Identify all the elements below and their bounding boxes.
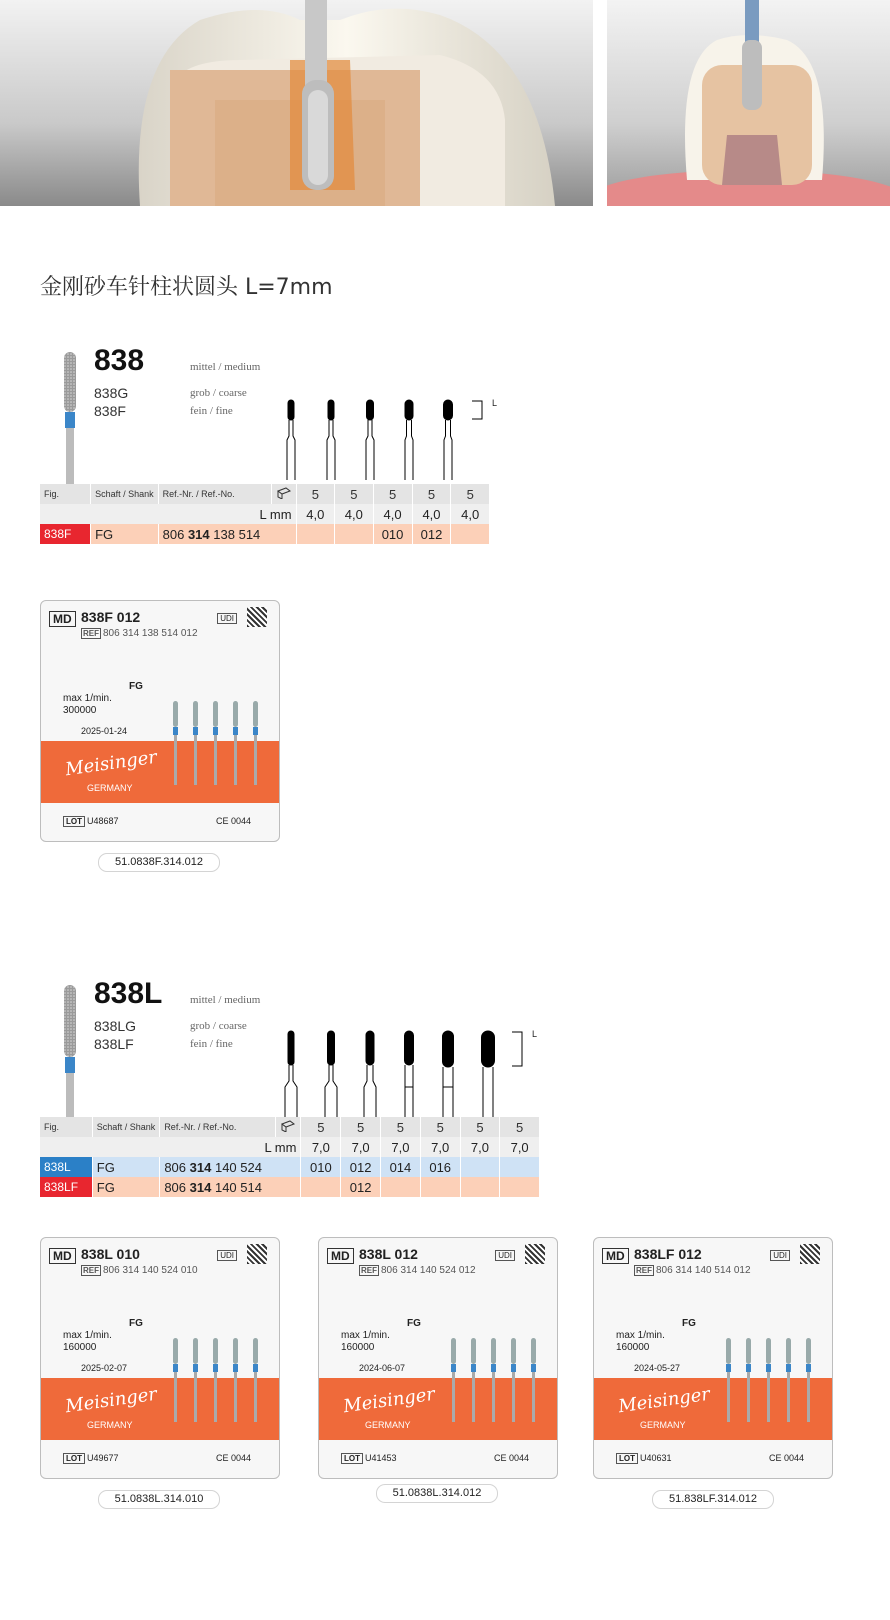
lot-number: LOT U48687 [63,816,119,826]
pack-qty: 5 [460,1117,500,1137]
variant-grade: fein / fine [190,1038,233,1050]
length-value: 7,0 [500,1137,540,1157]
size-cell [335,524,374,544]
lot-number: LOT U49677 [63,1453,119,1463]
row-ref: 806 314 140 524 [160,1157,301,1177]
package-code: 838F 012 [81,609,141,625]
length-label: L mm [40,504,296,524]
manufacture-date: 2025-02-07 [81,1363,128,1373]
ce-mark: CE 0044 [493,1453,529,1463]
length-value: 4,0 [296,504,335,524]
size-cell [301,1177,341,1197]
max-speed: max 1/min. 160000 [616,1330,665,1353]
article-number-caption: 51.0838F.314.012 [98,853,220,872]
article-number-caption: 51.0838L.314.012 [376,1484,498,1503]
table-row [40,1177,540,1197]
row-shank: FG [92,1157,160,1177]
pack-qty: 5 [341,1117,381,1137]
brand-country: GERMANY [640,1420,686,1430]
brand-logo: Meisinger [341,1383,437,1418]
udi-badge: UDI [217,1250,237,1261]
length-marker: L [532,1029,538,1039]
pack-qty: 5 [500,1117,540,1137]
qr-code-icon [525,1244,545,1264]
udi-badge: UDI [770,1250,790,1261]
size-cell: 012 [341,1157,381,1177]
size-silhouettes-838 [276,398,496,480]
package-code: 838L 012 [359,1246,418,1262]
length-value: 7,0 [381,1137,421,1157]
package-ref: REF 806 314 140 524 010 [83,1265,198,1276]
table-header-row [40,484,490,504]
bur-illustration-838L [58,983,82,1128]
row-shank: FG [92,1177,160,1197]
grade-main: mittel / medium [190,361,261,373]
brand-country: GERMANY [365,1420,411,1430]
md-badge: MD [49,611,76,627]
brand-country: GERMANY [87,783,133,793]
length-row [40,504,490,524]
udi-badge: UDI [495,1250,515,1261]
brand-logo: Meisinger [616,1383,712,1418]
md-badge: MD [49,1248,76,1264]
size-cell: 012 [341,1177,381,1197]
package-code: 838L 010 [81,1246,140,1262]
hero-image-tooth-section [607,0,890,206]
length-value: 4,0 [335,504,374,524]
max-speed: max 1/min. 160000 [63,1330,112,1353]
size-cell: 014 [381,1157,421,1177]
pack-qty: 5 [381,1117,421,1137]
shank-type: FG [129,681,143,692]
ce-mark: CE 0044 [215,816,251,826]
grade-main: mittel / medium [190,994,261,1006]
product-block-838L [40,977,540,1218]
article-number-caption: 51.0838L.314.010 [98,1490,220,1509]
col-ref: Ref.-Nr. / Ref.-No. [158,484,271,504]
brand-logo: Meisinger [63,746,159,781]
burs-in-package [169,701,269,791]
package-code: 838LF 012 [634,1246,702,1262]
size-cell [381,1177,421,1197]
ce-mark: CE 0044 [768,1453,804,1463]
lot-number: LOT U40631 [616,1453,672,1463]
col-shank: Schaft / Shank [91,484,159,504]
product-number: 838 [94,344,145,377]
length-value: 7,0 [341,1137,381,1157]
length-row [40,1137,540,1157]
md-badge: MD [602,1248,629,1264]
size-cell [500,1157,540,1177]
package-card [318,1237,558,1479]
size-cell: 012 [412,524,451,544]
variant-code: 838LF [94,1036,134,1052]
burs-in-package [169,1338,269,1428]
variant-code: 838F [94,403,126,419]
manufacture-date: 2025-01-24 [81,726,128,736]
size-cell [451,524,490,544]
length-marker: L [492,398,498,408]
variant-grade: grob / coarse [190,387,247,399]
md-badge: MD [327,1248,354,1264]
table-row [40,1157,540,1177]
spec-table-838L [40,1117,540,1197]
article-number-caption: 51.838LF.314.012 [652,1490,774,1509]
product-number: 838L [94,977,163,1010]
pack-qty: 5 [335,484,374,504]
size-cell: 010 [373,524,412,544]
pack-qty: 5 [301,1117,341,1137]
variant-code: 838LG [94,1018,137,1034]
package-ref: REF 806 314 138 514 012 [83,628,198,639]
package-ref: REF 806 314 140 514 012 [636,1265,751,1276]
bur-illustration-838 [58,350,82,490]
product-block-838 [40,344,498,565]
page-title: 金刚砂车针柱状圆头 L=7mm [40,275,333,300]
pack-qty: 5 [451,484,490,504]
pack-qty: 5 [296,484,335,504]
pack-qty: 5 [412,484,451,504]
row-code: 838L [40,1157,92,1177]
size-cell: 016 [420,1157,460,1177]
qr-code-icon [800,1244,820,1264]
manufacture-date: 2024-06-07 [359,1363,406,1373]
pack-icon [276,1117,301,1137]
hero-image-tooth-cutaway [0,0,593,206]
variant-code: 838G [94,385,129,401]
burs-in-package [447,1338,547,1428]
col-fig: Fig. [40,1117,92,1137]
length-value: 4,0 [412,504,451,524]
brand-country: GERMANY [87,1420,133,1430]
col-shank: Schaft / Shank [92,1117,160,1137]
row-code: 838F [40,524,91,544]
package-card [40,600,280,842]
shank-type: FG [682,1318,696,1329]
length-value: 4,0 [373,504,412,524]
length-value: 4,0 [451,504,490,524]
burs-in-package [722,1338,822,1428]
row-code: 838LF [40,1177,92,1197]
qr-code-icon [247,607,267,627]
max-speed: max 1/min. 300000 [63,693,112,716]
qr-code-icon [247,1244,267,1264]
size-cell [460,1157,500,1177]
package-card [40,1237,280,1479]
table-header-row [40,1117,540,1137]
length-value: 7,0 [420,1137,460,1157]
size-cell: 010 [301,1157,341,1177]
row-ref: 806 314 140 514 [160,1177,301,1197]
pack-qty: 5 [420,1117,460,1137]
max-speed: max 1/min. 160000 [341,1330,390,1353]
ce-mark: CE 0044 [215,1453,251,1463]
size-cell [500,1177,540,1197]
package-ref: REF 806 314 140 524 012 [361,1265,476,1276]
variant-grade: grob / coarse [190,1020,247,1032]
size-cell [296,524,335,544]
length-value: 7,0 [460,1137,500,1157]
size-cell [420,1177,460,1197]
col-fig: Fig. [40,484,91,504]
spec-table-838 [40,484,490,544]
lot-number: LOT U41453 [341,1453,397,1463]
size-cell [460,1177,500,1197]
col-ref: Ref.-Nr. / Ref.-No. [160,1117,276,1137]
size-silhouettes-838L [276,1029,546,1129]
row-shank: FG [91,524,159,544]
table-row [40,524,490,544]
length-label: L mm [40,1137,301,1157]
row-ref: 806 314 138 514 [158,524,296,544]
brand-logo: Meisinger [63,1383,159,1418]
manufacture-date: 2024-05-27 [634,1363,681,1373]
length-value: 7,0 [301,1137,341,1157]
pack-icon [271,484,296,504]
shank-type: FG [407,1318,421,1329]
package-card [593,1237,833,1479]
variant-grade: fein / fine [190,405,233,417]
pack-qty: 5 [373,484,412,504]
udi-badge: UDI [217,613,237,624]
shank-type: FG [129,1318,143,1329]
